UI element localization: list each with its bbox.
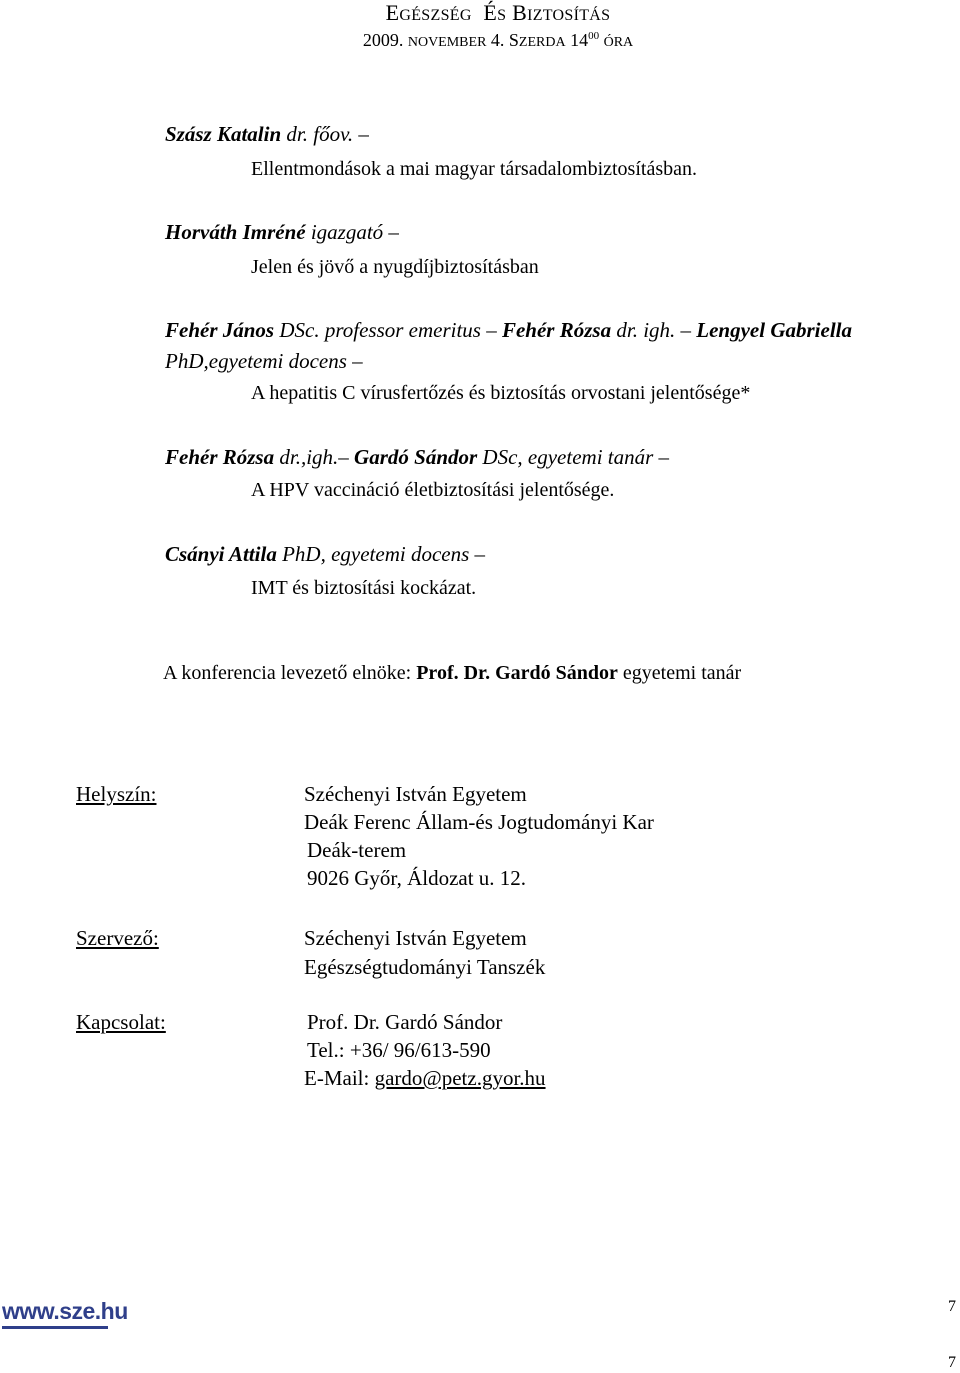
venue-line: Széchenyi István Egyetem: [304, 782, 527, 806]
speaker-name: Csányi Attila: [165, 542, 277, 566]
speaker-role: dr. főov. –: [281, 122, 369, 146]
talk-title: Jelen és jövő a nyugdíjbiztosításban: [251, 256, 539, 278]
page-title: EGÉSZSÉG ÉS BIZTOSÍTÁS: [385, 0, 611, 25]
speaker-role: dr.,igh.–: [274, 445, 355, 469]
speaker-line: [165, 445, 669, 470]
speaker-role: DSc, egyetemi tanár –: [477, 445, 670, 469]
speaker-name: Horváth Imréné: [165, 220, 306, 244]
organizer-line: Egészségtudományi Tanszék: [304, 955, 546, 979]
talk-title: IMT és biztosítási kockázat.: [251, 577, 477, 599]
page-number: 7: [948, 1298, 956, 1315]
contact-phone: Tel.: +36/ 96/613-590: [307, 1038, 491, 1062]
speaker-name: Fehér Rózsa: [165, 445, 275, 469]
talk-title: Ellentmondások a mai magyar társadalombiztosításban.: [251, 158, 697, 180]
venue-line: Deák-terem: [307, 838, 407, 862]
venue-label: Helyszín:: [76, 782, 157, 806]
speaker-role: igazgató –: [305, 220, 399, 244]
organizer-line: Széchenyi István Egyetem: [304, 926, 527, 950]
conference-chair: A konferencia levezető elnöke: Prof. Dr. Gardó Sándor egyetemi tanár: [163, 662, 742, 684]
speaker-line-continuation: PhD,egyetemi docens –: [165, 349, 363, 373]
contact-label: Kapcsolat:: [76, 1010, 166, 1034]
contact-email: E-Mail: gardo@petz.gyor.hu: [304, 1066, 546, 1090]
speaker-line: [165, 220, 399, 245]
venue-line: Deák Ferenc Állam-és Jogtudományi Kar: [304, 810, 654, 834]
speaker-name: Fehér János: [165, 318, 275, 342]
speaker-role: PhD, egyetemi docens –: [276, 542, 486, 566]
speaker-role: dr. igh. –: [611, 318, 697, 342]
speaker-line: [165, 542, 485, 567]
speaker-name: Gardó Sándor: [354, 445, 478, 469]
speaker-line: [165, 318, 852, 343]
corner-page-number: 7: [948, 1354, 956, 1371]
venue-line: 9026 Győr, Áldozat u. 12.: [307, 866, 527, 890]
email-link[interactable]: gardo@petz.gyor.hu: [374, 1066, 546, 1090]
logo-underline: [2, 1326, 108, 1329]
speaker-name: Lengyel Gabriella: [696, 318, 852, 342]
speaker-name: Fehér Rózsa: [501, 318, 612, 342]
sze-logo: www.sze.hu: [2, 1298, 128, 1324]
contact-name: Prof. Dr. Gardó Sándor: [307, 1010, 503, 1034]
speaker-name: Szász Katalin: [165, 122, 282, 146]
organizer-label: Szervező:: [76, 926, 159, 950]
event-date: 2009. NOVEMBER 4. SZERDA $14^{00}$ ÓRA: [362, 30, 634, 50]
talk-title: A hepatitis C vírusfertőzés és biztosítás orvostani jelentősége*: [251, 382, 751, 404]
speaker-line: [165, 122, 369, 147]
talk-title: A HPV vaccináció életbiztosítási jelentősége.: [251, 479, 615, 501]
speaker-role: DSc. professor emeritus –: [274, 318, 502, 342]
